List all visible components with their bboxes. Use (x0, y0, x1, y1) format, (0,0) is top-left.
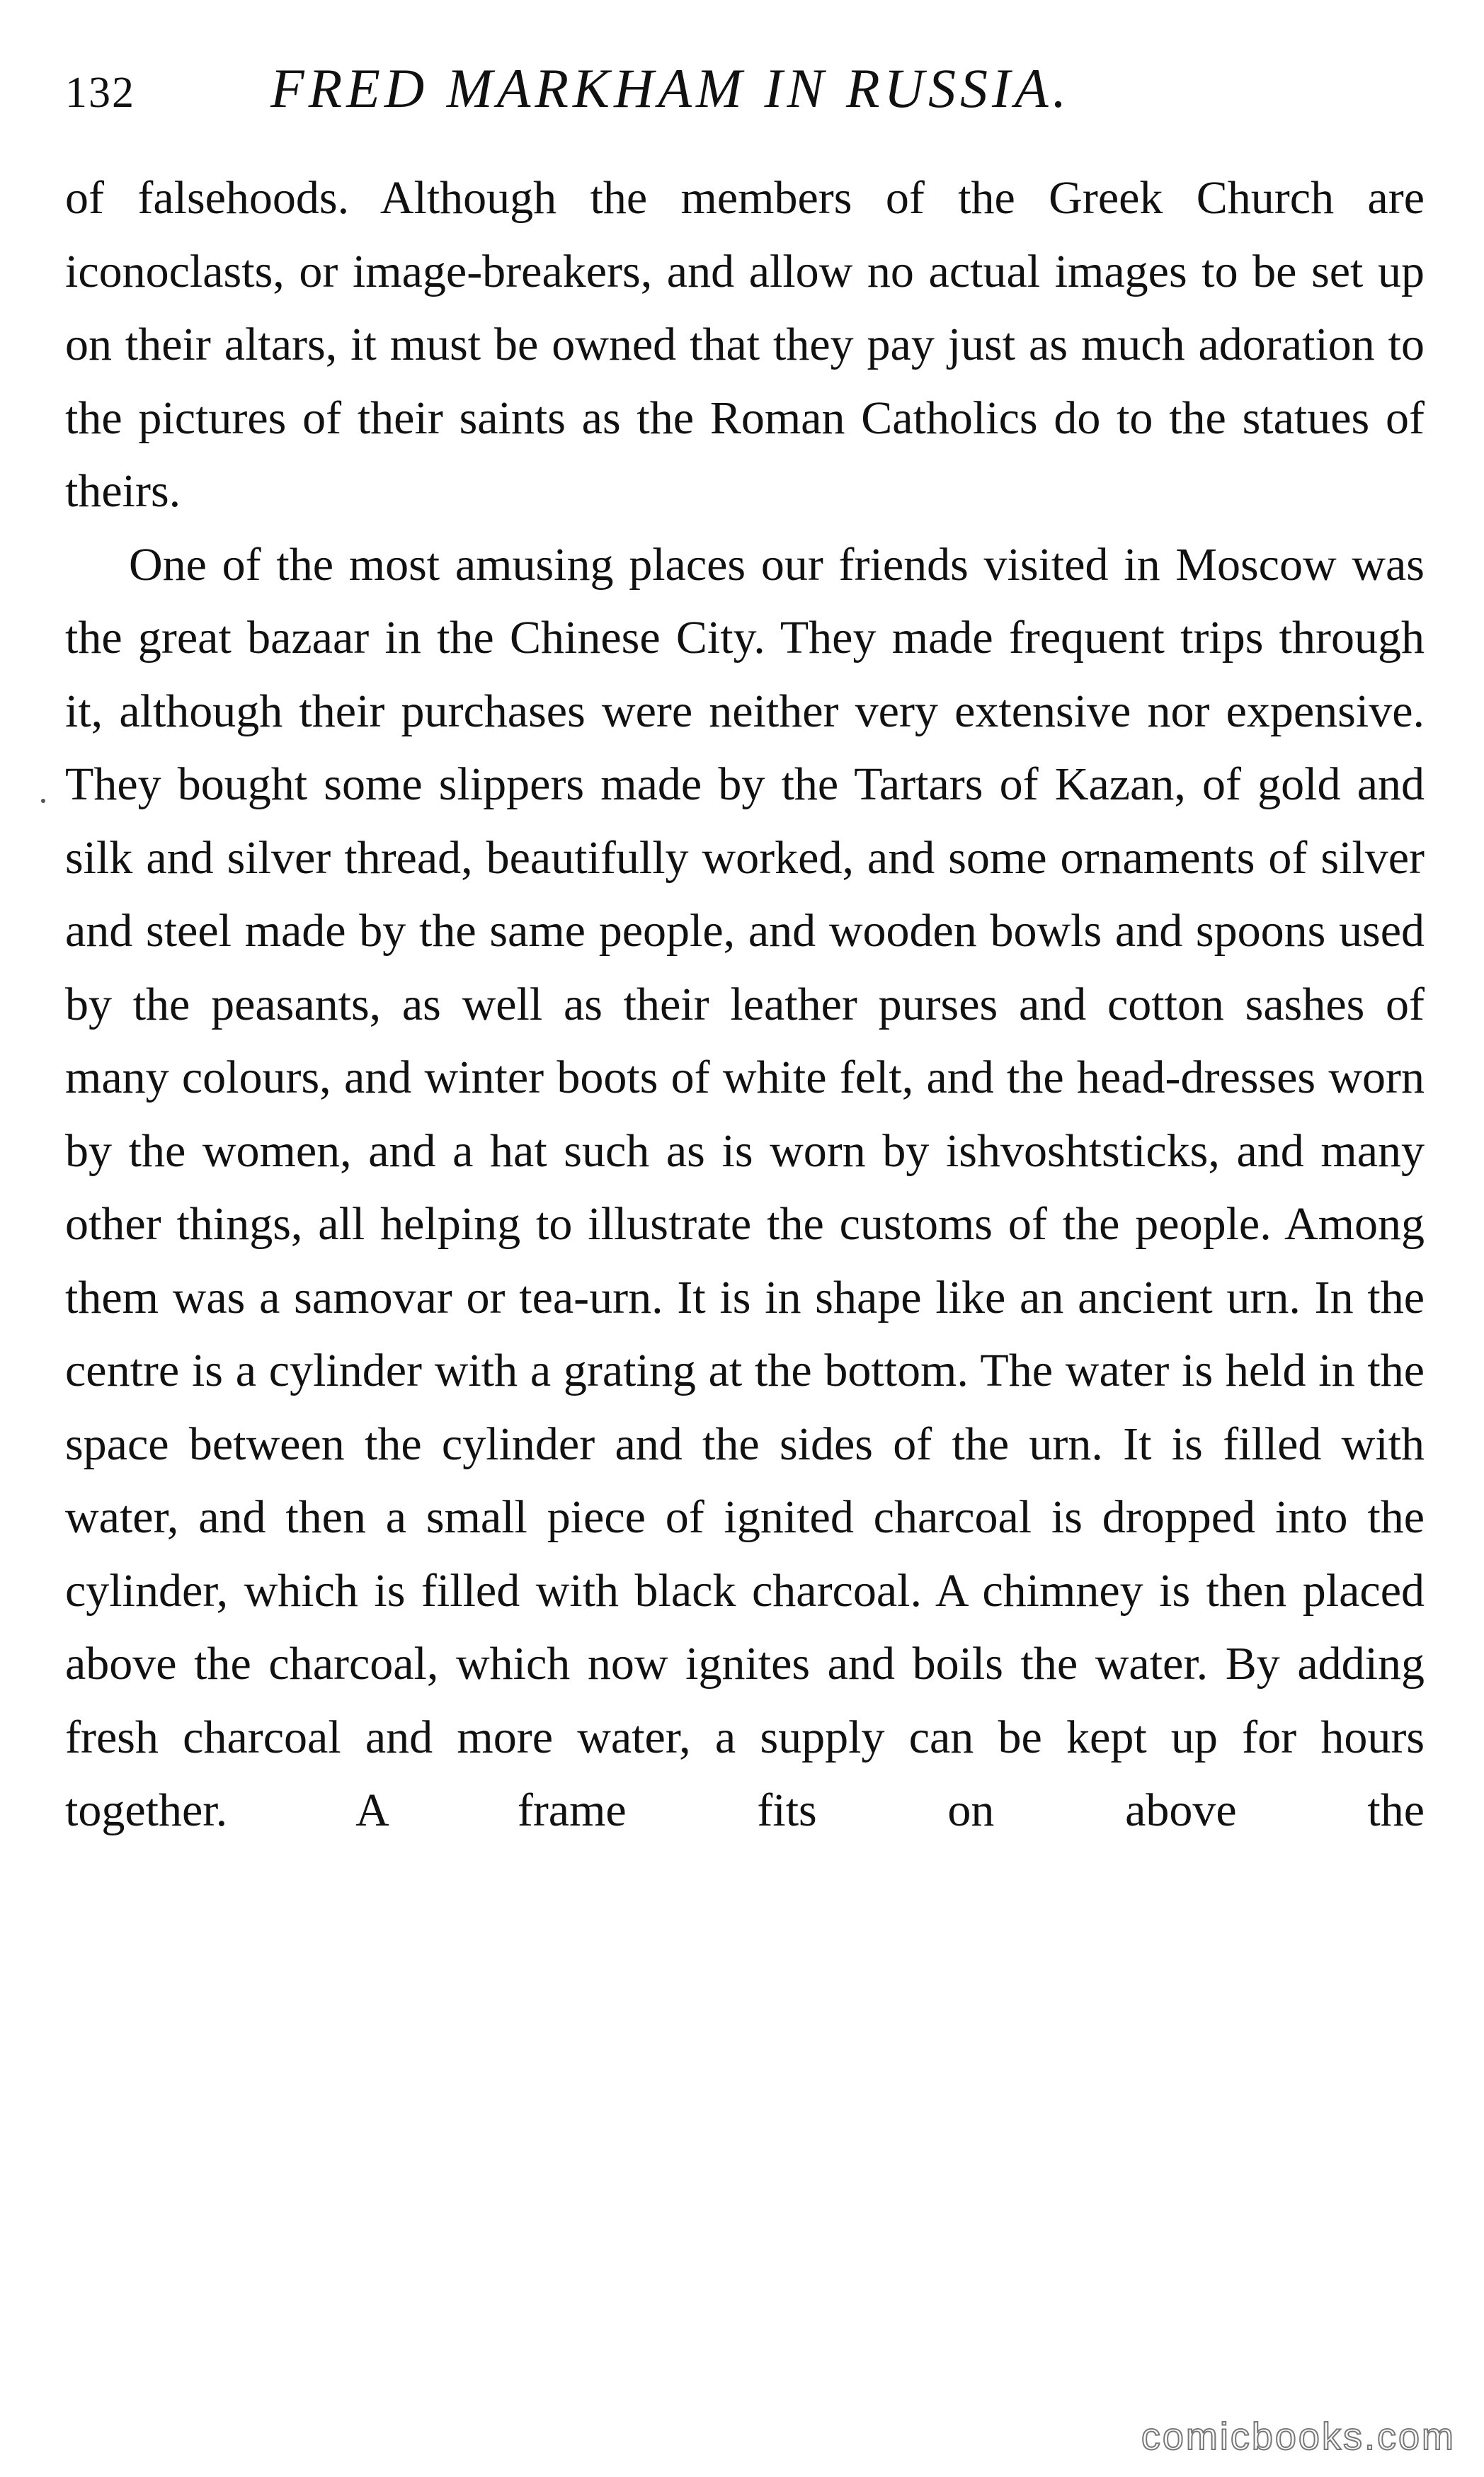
margin-speck (41, 799, 45, 803)
body-text (65, 161, 1425, 1847)
page-number: 132 (65, 69, 135, 117)
watermark: comicbooks.com (1141, 2415, 1456, 2458)
paragraph-bazaar: One of the most amusing places our friends visited in Moscow was the great bazaar in the Chinese City. They made frequent trips through it, although their purchases were neither very extensive nor expensive. They bought some slippers made by the Tartars of Kazan, of gold and silk and silver thread, beautifully worked, and some ornaments of silver and steel made by the same people, and wooden bowls and spoons used by the peasants, as well as their leather purses and cotton sashes of many colours, and winter boots of white felt, and the head-dresses worn by the women, and a hat such as is worn by ishvoshtsticks, and many other things, all helping to illustrate the customs of the people. Among them was a samovar or tea-urn. It is in shape like an ancient urn. In the centre is a cylinder with a grating at the bottom. The water is held in the space between the cylinder and the sides of the urn. It is filled with water, and then a small piece of ignited charcoal is dropped into the cylinder, which is filled with black charcoal. A chimney is then placed above the charcoal, which now ignites and boils the water. By adding fresh charcoal and more water, a supply can be kept up for hours together. A frame fits on above the (65, 538, 1425, 1836)
running-title: FRED MARKHAM IN RUSSIA. (270, 57, 1071, 119)
book-page (65, 57, 1425, 1847)
paragraph-continuation: of falsehoods. Although the members of the Greek Church are iconoclasts, or image-breakers, and allow no actual images to be set up on their altars, it must be owned that they pay just as much adoration to the pictures of their saints as the Roman Catholics do to the statues of theirs. (65, 172, 1425, 517)
running-head (65, 57, 1425, 142)
